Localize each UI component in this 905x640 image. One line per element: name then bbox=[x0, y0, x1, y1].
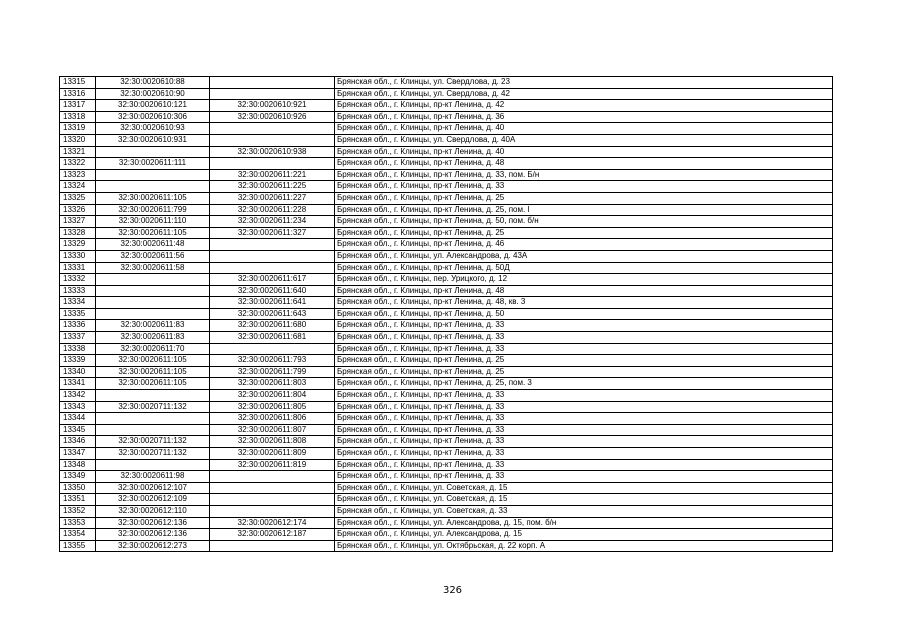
row-number-cell: 13318 bbox=[60, 111, 96, 123]
cadastral-number-cell: 32:30:0020611:105 bbox=[96, 378, 210, 390]
object-cadastral-number-cell bbox=[210, 158, 335, 170]
object-cadastral-number-cell: 32:30:0020610:938 bbox=[210, 146, 335, 158]
table-row bbox=[60, 146, 833, 158]
table-row bbox=[60, 320, 833, 332]
row-number-cell: 13320 bbox=[60, 134, 96, 146]
registry-table-body bbox=[60, 77, 833, 552]
object-cadastral-number-cell: 32:30:0020611:819 bbox=[210, 459, 335, 471]
cadastral-number-cell: 32:30:0020612:136 bbox=[96, 517, 210, 529]
table-row bbox=[60, 332, 833, 344]
row-number-cell: 13325 bbox=[60, 192, 96, 204]
object-cadastral-number-cell bbox=[210, 262, 335, 274]
row-number-cell: 13319 bbox=[60, 123, 96, 135]
cadastral-number-cell: 32:30:0020610:88 bbox=[96, 77, 210, 89]
row-number-cell: 13317 bbox=[60, 100, 96, 112]
cadastral-number-cell: 32:30:0020611:799 bbox=[96, 204, 210, 216]
row-number-cell: 13326 bbox=[60, 204, 96, 216]
address-cell: Брянская обл., г. Клинцы, пр-кт Ленина, д. 33 bbox=[335, 332, 833, 344]
cadastral-number-cell bbox=[96, 169, 210, 181]
object-cadastral-number-cell bbox=[210, 88, 335, 100]
row-number-cell: 13353 bbox=[60, 517, 96, 529]
table-row bbox=[60, 239, 833, 251]
cadastral-number-cell bbox=[96, 297, 210, 309]
cadastral-number-cell: 32:30:0020610:306 bbox=[96, 111, 210, 123]
table-row bbox=[60, 540, 833, 552]
object-cadastral-number-cell: 32:30:0020611:234 bbox=[210, 216, 335, 228]
address-cell: Брянская обл., г. Клинцы, пр-кт Ленина, д. 48 bbox=[335, 158, 833, 170]
table-row bbox=[60, 517, 833, 529]
object-cadastral-number-cell: 32:30:0020611:640 bbox=[210, 285, 335, 297]
table-row bbox=[60, 250, 833, 262]
object-cadastral-number-cell: 32:30:0020611:806 bbox=[210, 413, 335, 425]
table-row bbox=[60, 181, 833, 193]
row-number-cell: 13336 bbox=[60, 320, 96, 332]
table-row bbox=[60, 401, 833, 413]
table-row bbox=[60, 262, 833, 274]
cadastral-number-cell: 32:30:0020611:48 bbox=[96, 239, 210, 251]
table-row bbox=[60, 471, 833, 483]
object-cadastral-number-cell: 32:30:0020611:680 bbox=[210, 320, 335, 332]
cadastral-number-cell: 32:30:0020612:136 bbox=[96, 529, 210, 541]
object-cadastral-number-cell: 32:30:0020611:803 bbox=[210, 378, 335, 390]
address-cell: Брянская обл., г. Клинцы, пр-кт Ленина, д. 33 bbox=[335, 471, 833, 483]
row-number-cell: 13344 bbox=[60, 413, 96, 425]
cadastral-number-cell: 32:30:0020612:273 bbox=[96, 540, 210, 552]
row-number-cell: 13332 bbox=[60, 274, 96, 286]
object-cadastral-number-cell: 32:30:0020611:225 bbox=[210, 181, 335, 193]
address-cell: Брянская обл., г. Клинцы, пр-кт Ленина, д. 33 bbox=[335, 424, 833, 436]
cadastral-number-cell bbox=[96, 146, 210, 158]
address-cell: Брянская обл., г. Клинцы, ул. Александрова, д. 15 bbox=[335, 529, 833, 541]
row-number-cell: 13327 bbox=[60, 216, 96, 228]
address-cell: Брянская обл., г. Клинцы, пр-кт Ленина, д. 50 bbox=[335, 308, 833, 320]
object-cadastral-number-cell: 32:30:0020611:643 bbox=[210, 308, 335, 320]
row-number-cell: 13315 bbox=[60, 77, 96, 89]
cadastral-number-cell: 32:30:0020612:107 bbox=[96, 482, 210, 494]
address-cell: Брянская обл., г. Клинцы, ул. Советская, д. 15 bbox=[335, 482, 833, 494]
row-number-cell: 13334 bbox=[60, 297, 96, 309]
table-row bbox=[60, 494, 833, 506]
cadastral-number-cell: 32:30:0020610:121 bbox=[96, 100, 210, 112]
row-number-cell: 13341 bbox=[60, 378, 96, 390]
object-cadastral-number-cell: 32:30:0020611:793 bbox=[210, 355, 335, 367]
row-number-cell: 13354 bbox=[60, 529, 96, 541]
row-number-cell: 13346 bbox=[60, 436, 96, 448]
object-cadastral-number-cell: 32:30:0020611:221 bbox=[210, 169, 335, 181]
address-cell: Брянская обл., г. Клинцы, пр-кт Ленина, д. 33 bbox=[335, 181, 833, 193]
page-number: 326 bbox=[442, 585, 463, 596]
cadastral-number-cell: 32:30:0020611:58 bbox=[96, 262, 210, 274]
object-cadastral-number-cell: 32:30:0020611:641 bbox=[210, 297, 335, 309]
table-row bbox=[60, 355, 833, 367]
row-number-cell: 13337 bbox=[60, 332, 96, 344]
address-cell: Брянская обл., г. Клинцы, ул. Октябрьская, д. 22 корп. А bbox=[335, 540, 833, 552]
row-number-cell: 13348 bbox=[60, 459, 96, 471]
row-number-cell: 13324 bbox=[60, 181, 96, 193]
cadastral-number-cell: 32:30:0020611:70 bbox=[96, 343, 210, 355]
address-cell: Брянская обл., г. Клинцы, пр-кт Ленина, д. 25, пом. 3 bbox=[335, 378, 833, 390]
address-cell: Брянская обл., г. Клинцы, пр-кт Ленина, д. 40 bbox=[335, 146, 833, 158]
cadastral-number-cell: 32:30:0020611:105 bbox=[96, 227, 210, 239]
row-number-cell: 13335 bbox=[60, 308, 96, 320]
cadastral-number-cell: 32:30:0020611:83 bbox=[96, 320, 210, 332]
address-cell: Брянская обл., г. Клинцы, ул. Свердлова, д. 40А bbox=[335, 134, 833, 146]
address-cell: Брянская обл., г. Клинцы, пр-кт Ленина, д. 46 bbox=[335, 239, 833, 251]
address-cell: Брянская обл., г. Клинцы, пр-кт Ленина, д. 33, пом. Б/н bbox=[335, 169, 833, 181]
row-number-cell: 13333 bbox=[60, 285, 96, 297]
address-cell: Брянская обл., г. Клинцы, ул. Советская, д. 15 bbox=[335, 494, 833, 506]
address-cell: Брянская обл., г. Клинцы, пр-кт Ленина, д. 33 bbox=[335, 320, 833, 332]
table-row bbox=[60, 216, 833, 228]
object-cadastral-number-cell: 32:30:0020611:808 bbox=[210, 436, 335, 448]
cadastral-number-cell bbox=[96, 285, 210, 297]
row-number-cell: 13349 bbox=[60, 471, 96, 483]
address-cell: Брянская обл., г. Клинцы, пр-кт Ленина, д. 33 bbox=[335, 448, 833, 460]
address-cell: Брянская обл., г. Клинцы, пр-кт Ленина, д. 25 bbox=[335, 355, 833, 367]
row-number-cell: 13329 bbox=[60, 239, 96, 251]
address-cell: Брянская обл., г. Клинцы, пр-кт Ленина, д. 33 bbox=[335, 401, 833, 413]
address-cell: Брянская обл., г. Клинцы, пр-кт Ленина, д. 33 bbox=[335, 343, 833, 355]
address-cell: Брянская обл., г. Клинцы, пр-кт Ленина, д. 33 bbox=[335, 436, 833, 448]
address-cell: Брянская обл., г. Клинцы, пр-кт Ленина, д. 48 bbox=[335, 285, 833, 297]
address-cell: Брянская обл., г. Клинцы, пр-кт Ленина, д. 36 bbox=[335, 111, 833, 123]
row-number-cell: 13321 bbox=[60, 146, 96, 158]
table-row bbox=[60, 169, 833, 181]
table-row bbox=[60, 100, 833, 112]
table-row bbox=[60, 227, 833, 239]
cadastral-number-cell: 32:30:0020612:110 bbox=[96, 505, 210, 517]
object-cadastral-number-cell: 32:30:0020611:228 bbox=[210, 204, 335, 216]
cadastral-number-cell: 32:30:0020611:110 bbox=[96, 216, 210, 228]
address-cell: Брянская обл., г. Клинцы, пр-кт Ленина, д. 40 bbox=[335, 123, 833, 135]
table-row bbox=[60, 204, 833, 216]
object-cadastral-number-cell: 32:30:0020612:174 bbox=[210, 517, 335, 529]
object-cadastral-number-cell: 32:30:0020611:799 bbox=[210, 366, 335, 378]
cadastral-number-cell bbox=[96, 390, 210, 402]
registry-table bbox=[59, 76, 833, 552]
address-cell: Брянская обл., г. Клинцы, пр-кт Ленина, д. 25, пом. I bbox=[335, 204, 833, 216]
address-cell: Брянская обл., г. Клинцы, пр-кт Ленина, д. 33 bbox=[335, 390, 833, 402]
object-cadastral-number-cell: 32:30:0020610:926 bbox=[210, 111, 335, 123]
table-row bbox=[60, 297, 833, 309]
object-cadastral-number-cell: 32:30:0020612:187 bbox=[210, 529, 335, 541]
table-row bbox=[60, 459, 833, 471]
address-cell: Брянская обл., г. Клинцы, ул. Александрова, д. 43А bbox=[335, 250, 833, 262]
address-cell: Брянская обл., г. Клинцы, пр-кт Ленина, д. 42 bbox=[335, 100, 833, 112]
cadastral-number-cell: 32:30:0020611:98 bbox=[96, 471, 210, 483]
table-row bbox=[60, 343, 833, 355]
row-number-cell: 13322 bbox=[60, 158, 96, 170]
cadastral-number-cell: 32:30:0020611:105 bbox=[96, 192, 210, 204]
row-number-cell: 13340 bbox=[60, 366, 96, 378]
table-row bbox=[60, 413, 833, 425]
address-cell: Брянская обл., г. Клинцы, ул. Свердлова, д. 42 bbox=[335, 88, 833, 100]
table-row bbox=[60, 505, 833, 517]
row-number-cell: 13352 bbox=[60, 505, 96, 517]
table-row bbox=[60, 77, 833, 89]
address-cell: Брянская обл., г. Клинцы, пр-кт Ленина, д. 33 bbox=[335, 459, 833, 471]
table-row bbox=[60, 192, 833, 204]
cadastral-number-cell bbox=[96, 413, 210, 425]
address-cell: Брянская обл., г. Клинцы, ул. Александрова, д. 15, пом. б/н bbox=[335, 517, 833, 529]
row-number-cell: 13339 bbox=[60, 355, 96, 367]
cadastral-number-cell: 32:30:0020611:105 bbox=[96, 366, 210, 378]
object-cadastral-number-cell: 32:30:0020611:227 bbox=[210, 192, 335, 204]
row-number-cell: 13338 bbox=[60, 343, 96, 355]
address-cell: Брянская обл., г. Клинцы, ул. Свердлова, д. 23 bbox=[335, 77, 833, 89]
row-number-cell: 13343 bbox=[60, 401, 96, 413]
table-row bbox=[60, 482, 833, 494]
row-number-cell: 13331 bbox=[60, 262, 96, 274]
address-cell: Брянская обл., г. Клинцы, ул. Советская, д. 33 bbox=[335, 505, 833, 517]
cadastral-number-cell: 32:30:0020612:109 bbox=[96, 494, 210, 506]
table-row bbox=[60, 436, 833, 448]
table-row bbox=[60, 308, 833, 320]
row-number-cell: 13355 bbox=[60, 540, 96, 552]
object-cadastral-number-cell bbox=[210, 505, 335, 517]
object-cadastral-number-cell bbox=[210, 239, 335, 251]
table-row bbox=[60, 424, 833, 436]
cadastral-number-cell: 32:30:0020610:90 bbox=[96, 88, 210, 100]
row-number-cell: 13342 bbox=[60, 390, 96, 402]
cadastral-number-cell: 32:30:0020711:132 bbox=[96, 436, 210, 448]
table-row bbox=[60, 390, 833, 402]
row-number-cell: 13347 bbox=[60, 448, 96, 460]
object-cadastral-number-cell bbox=[210, 77, 335, 89]
object-cadastral-number-cell bbox=[210, 343, 335, 355]
object-cadastral-number-cell: 32:30:0020611:805 bbox=[210, 401, 335, 413]
row-number-cell: 13323 bbox=[60, 169, 96, 181]
table-row bbox=[60, 378, 833, 390]
row-number-cell: 13351 bbox=[60, 494, 96, 506]
address-cell: Брянская обл., г. Клинцы, пр-кт Ленина, д. 33 bbox=[335, 413, 833, 425]
object-cadastral-number-cell bbox=[210, 494, 335, 506]
table-row bbox=[60, 366, 833, 378]
table-row bbox=[60, 123, 833, 135]
table-row bbox=[60, 88, 833, 100]
cadastral-number-cell: 32:30:0020711:132 bbox=[96, 401, 210, 413]
table-row bbox=[60, 285, 833, 297]
object-cadastral-number-cell bbox=[210, 250, 335, 262]
row-number-cell: 13330 bbox=[60, 250, 96, 262]
object-cadastral-number-cell: 32:30:0020611:807 bbox=[210, 424, 335, 436]
cadastral-number-cell: 32:30:0020611:56 bbox=[96, 250, 210, 262]
address-cell: Брянская обл., г. Клинцы, пр-кт Ленина, д. 48, кв. 3 bbox=[335, 297, 833, 309]
address-cell: Брянская обл., г. Клинцы, пер. Урицкого, д. 12 bbox=[335, 274, 833, 286]
cadastral-number-cell: 32:30:0020611:111 bbox=[96, 158, 210, 170]
cadastral-number-cell bbox=[96, 308, 210, 320]
address-cell: Брянская обл., г. Клинцы, пр-кт Ленина, д. 50Д bbox=[335, 262, 833, 274]
object-cadastral-number-cell: 32:30:0020611:681 bbox=[210, 332, 335, 344]
row-number-cell: 13350 bbox=[60, 482, 96, 494]
table-row bbox=[60, 274, 833, 286]
address-cell: Брянская обл., г. Клинцы, пр-кт Ленина, д. 25 bbox=[335, 192, 833, 204]
object-cadastral-number-cell: 32:30:0020610:921 bbox=[210, 100, 335, 112]
object-cadastral-number-cell: 32:30:0020611:804 bbox=[210, 390, 335, 402]
object-cadastral-number-cell bbox=[210, 482, 335, 494]
row-number-cell: 13328 bbox=[60, 227, 96, 239]
cadastral-number-cell: 32:30:0020711:132 bbox=[96, 448, 210, 460]
address-cell: Брянская обл., г. Клинцы, пр-кт Ленина, д. 25 bbox=[335, 227, 833, 239]
table-row bbox=[60, 529, 833, 541]
cadastral-number-cell: 32:30:0020610:931 bbox=[96, 134, 210, 146]
cadastral-number-cell bbox=[96, 424, 210, 436]
row-number-cell: 13345 bbox=[60, 424, 96, 436]
object-cadastral-number-cell bbox=[210, 540, 335, 552]
address-cell: Брянская обл., г. Клинцы, пр-кт Ленина, д. 25 bbox=[335, 366, 833, 378]
cadastral-number-cell bbox=[96, 274, 210, 286]
address-cell: Брянская обл., г. Клинцы, пр-кт Ленина, д. 50, пом. б/н bbox=[335, 216, 833, 228]
object-cadastral-number-cell: 32:30:0020611:617 bbox=[210, 274, 335, 286]
table-row bbox=[60, 448, 833, 460]
object-cadastral-number-cell: 32:30:0020611:327 bbox=[210, 227, 335, 239]
table-row bbox=[60, 158, 833, 170]
object-cadastral-number-cell bbox=[210, 134, 335, 146]
object-cadastral-number-cell bbox=[210, 471, 335, 483]
object-cadastral-number-cell: 32:30:0020611:809 bbox=[210, 448, 335, 460]
cadastral-number-cell bbox=[96, 181, 210, 193]
table-row bbox=[60, 134, 833, 146]
cadastral-number-cell: 32:30:0020611:105 bbox=[96, 355, 210, 367]
cadastral-number-cell bbox=[96, 459, 210, 471]
cadastral-number-cell: 32:30:0020610:93 bbox=[96, 123, 210, 135]
row-number-cell: 13316 bbox=[60, 88, 96, 100]
cadastral-number-cell: 32:30:0020611:83 bbox=[96, 332, 210, 344]
table-row bbox=[60, 111, 833, 123]
object-cadastral-number-cell bbox=[210, 123, 335, 135]
